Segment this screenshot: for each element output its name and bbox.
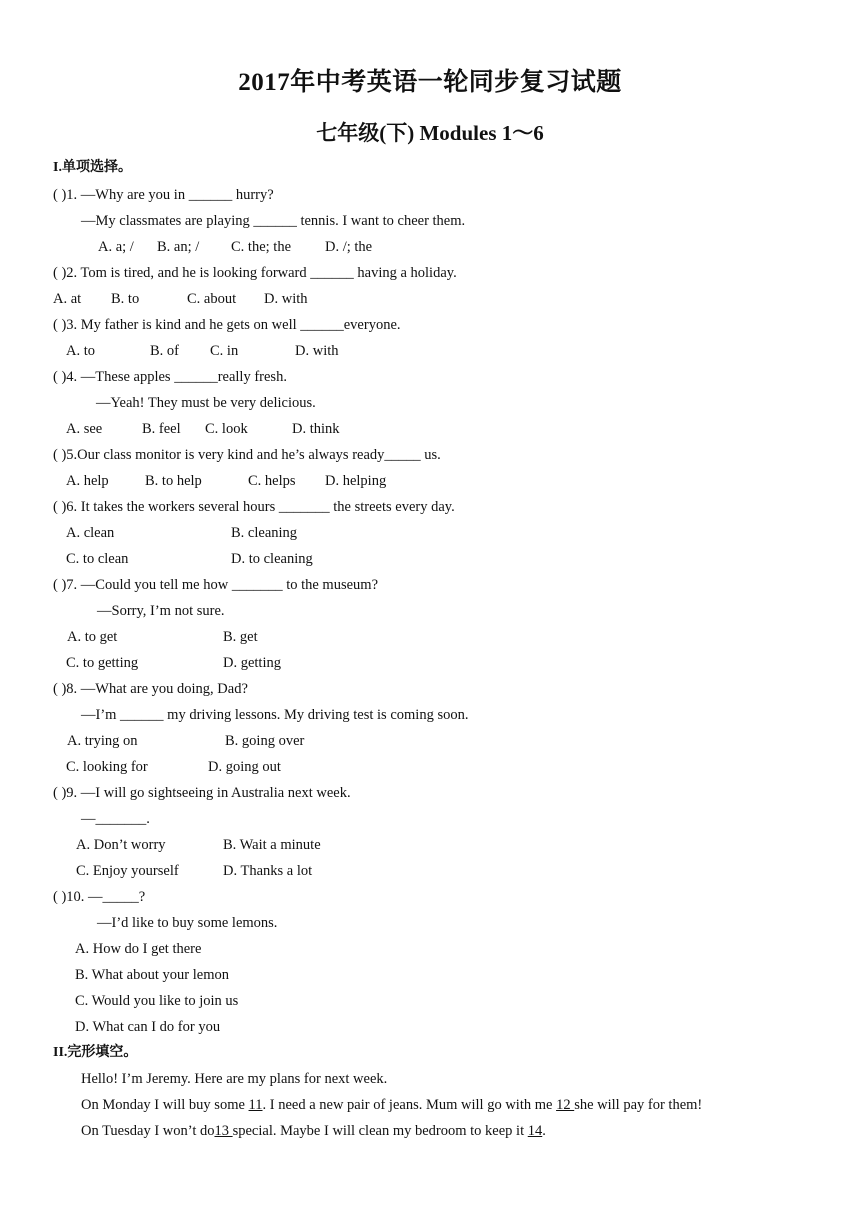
q7-stem: ( )7. —Could you tell me how _______ to the museum? xyxy=(53,577,379,593)
q7-option-c: C. to getting xyxy=(66,655,139,671)
blank-13: 13 xyxy=(214,1123,233,1139)
cloze-paragraph-2 xyxy=(81,1095,702,1115)
q2-option-c: C. about xyxy=(187,291,237,307)
q4-option-b: B. feel xyxy=(142,421,181,437)
q5-option-a: A. help xyxy=(66,473,109,489)
q9-stem: ( )9. —I will go sightseeing in Australia next week. xyxy=(53,785,351,801)
q2-option-a: A. at xyxy=(53,291,82,307)
q10-sub: —I’d like to buy some lemons. xyxy=(97,915,278,931)
cloze-paragraph-3 xyxy=(81,1121,546,1141)
q9-option-d: D. Thanks a lot xyxy=(223,863,313,879)
q6-stem: ( )6. It takes the workers several hours _______ the streets every day. xyxy=(53,499,455,515)
q1-option-c: C. the; the xyxy=(231,239,292,255)
q5-option-c: C. helps xyxy=(248,473,296,489)
q6-option-d: D. to cleaning xyxy=(231,551,313,567)
q8-stem: ( )8. —What are you doing, Dad? xyxy=(53,681,248,697)
q5-stem: ( )5.Our class monitor is very kind and he’s always ready_____ us. xyxy=(53,447,441,463)
cloze-p3-text-a: On Tuesday I won’t do xyxy=(81,1123,215,1139)
q6-option-b: B. cleaning xyxy=(231,525,298,541)
q2-option-b: B. to xyxy=(111,291,140,307)
page-subtitle: 七年级(下) Modules 1～6 xyxy=(316,121,544,145)
q10-option-d: D. What can I do for you xyxy=(75,1019,221,1035)
blank-11: 11 xyxy=(248,1097,263,1113)
q1-option-b: B. an; / xyxy=(157,239,200,255)
section-2-heading: II.完形填空。 xyxy=(53,1045,138,1060)
q8-option-c: C. looking for xyxy=(66,759,148,775)
cloze-p3-text-b: special. Maybe I will clean my bedroom to keep it xyxy=(232,1123,528,1139)
q9-option-a: A. Don’t worry xyxy=(76,837,166,853)
q2-option-d: D. with xyxy=(264,291,308,307)
q4-option-c: C. look xyxy=(205,421,248,437)
q3-option-d: D. with xyxy=(295,343,339,359)
q4-sub: —Yeah! They must be very delicious. xyxy=(96,395,316,411)
q8-option-a: A. trying on xyxy=(67,733,138,749)
q3-option-a: A. to xyxy=(66,343,95,359)
blank-14: 14 xyxy=(527,1123,543,1139)
cloze-p2-text-a: On Monday I will buy some xyxy=(81,1097,249,1113)
q2-stem: ( )2. Tom is tired, and he is looking forward ______ having a holiday. xyxy=(53,265,457,281)
q8-option-d: D. going out xyxy=(208,759,281,775)
q10-option-b: B. What about your lemon xyxy=(75,967,229,983)
q4-stem: ( )4. —These apples ______really fresh. xyxy=(53,369,287,385)
q7-option-d: D. getting xyxy=(223,655,281,671)
q3-option-b: B. of xyxy=(150,343,179,359)
cloze-p2-text-c: she will pay for them! xyxy=(574,1097,703,1113)
cloze-p2-text-b: . I need a new pair of jeans. Mum will go with me xyxy=(262,1097,557,1113)
q3-option-c: C. in xyxy=(210,343,239,359)
cloze-p3-text-c: . xyxy=(542,1123,546,1139)
q1-sub: —My classmates are playing ______ tennis. I want to cheer them. xyxy=(81,213,466,229)
q9-option-c: C. Enjoy yourself xyxy=(76,863,179,879)
q10-option-a: A. How do I get there xyxy=(75,941,202,957)
section-1-heading: I.单项选择。 xyxy=(53,160,132,175)
q9-sub: —_______. xyxy=(81,811,150,827)
q10-option-c: C. Would you like to join us xyxy=(75,993,239,1009)
q1-option-a: A. a; / xyxy=(98,239,134,255)
q6-option-c: C. to clean xyxy=(66,551,129,567)
q5-option-d: D. helping xyxy=(325,473,387,489)
q6-option-a: A. clean xyxy=(66,525,115,541)
q8-option-b: B. going over xyxy=(225,733,305,749)
q4-option-a: A. see xyxy=(66,421,103,437)
q5-option-b: B. to help xyxy=(145,473,202,489)
q7-sub: —Sorry, I’m not sure. xyxy=(97,603,225,619)
q3-stem: ( )3. My father is kind and he gets on well ______everyone. xyxy=(53,317,401,333)
q7-option-b: B. get xyxy=(223,629,258,645)
blank-12: 12 xyxy=(556,1097,575,1113)
q9-option-b: B. Wait a minute xyxy=(223,837,321,853)
page-title: 2017年中考英语一轮同步复习试题 xyxy=(238,69,622,96)
cloze-paragraph-1: Hello! I’m Jeremy. Here are my plans for next week. xyxy=(81,1071,388,1087)
q1-option-d: D. /; the xyxy=(325,239,373,255)
q7-option-a: A. to get xyxy=(67,629,118,645)
q8-sub: —I’m ______ my driving lessons. My driving test is coming soon. xyxy=(81,707,469,723)
q10-stem: ( )10. —_____? xyxy=(53,889,146,905)
q1-stem: ( )1. —Why are you in ______ hurry? xyxy=(53,187,274,203)
q4-option-d: D. think xyxy=(292,421,340,437)
